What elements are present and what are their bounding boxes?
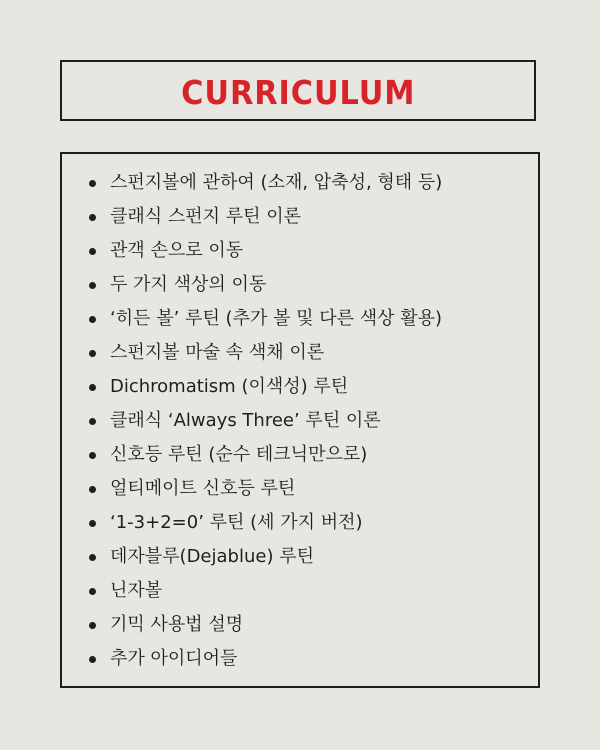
bullet-icon <box>89 350 96 357</box>
list-item <box>89 268 442 302</box>
list-item <box>89 336 442 370</box>
bullet-icon <box>89 520 96 527</box>
list-item <box>89 608 442 642</box>
bullet-icon <box>89 418 96 425</box>
bullet-icon <box>89 316 96 323</box>
bullet-icon <box>89 588 96 595</box>
list-item-text: 클래식 스펀지 루틴 이론 <box>110 206 302 227</box>
list-item-text: ‘히든 볼’ 루틴 (추가 볼 및 다른 색상 활용) <box>110 308 443 329</box>
curriculum-box <box>60 152 540 688</box>
list-item <box>89 506 442 540</box>
bullet-icon <box>89 214 96 221</box>
list-item-text: Dichromatism (이색성) 루틴 <box>110 376 349 397</box>
list-item-text: 신호등 루틴 (순수 테크닉만으로) <box>110 444 368 465</box>
list-item <box>89 404 442 438</box>
list-item <box>89 234 442 268</box>
list-item <box>89 642 442 676</box>
list-item <box>89 574 442 608</box>
list-item-text: 클래식 ‘Always Three’ 루틴 이론 <box>110 410 381 431</box>
list-item-text: 스펀지볼 마술 속 색채 이론 <box>110 342 325 363</box>
bullet-icon <box>89 656 96 663</box>
list-item-text: 데자블루(Dejablue) 루틴 <box>110 546 314 567</box>
list-item-text: 얼티메이트 신호등 루틴 <box>110 478 296 499</box>
title-box <box>60 60 536 121</box>
bullet-icon <box>89 452 96 459</box>
bullet-icon <box>89 554 96 561</box>
list-item <box>89 166 442 200</box>
bullet-icon <box>89 486 96 493</box>
bullet-icon <box>89 180 96 187</box>
list-item <box>89 438 442 472</box>
page-title: CURRICULUM <box>180 73 416 112</box>
list-item <box>89 200 442 234</box>
list-item-text: 닌자볼 <box>110 580 163 601</box>
bullet-icon <box>89 248 96 255</box>
bullet-icon <box>89 384 96 391</box>
list-item <box>89 540 442 574</box>
list-item-text: 두 가지 색상의 이동 <box>110 274 267 295</box>
curriculum-list <box>89 166 442 676</box>
list-item <box>89 472 442 506</box>
list-item <box>89 302 442 336</box>
list-item-text: 관객 손으로 이동 <box>110 240 244 261</box>
list-item-text: 스펀지볼에 관하여 (소재, 압축성, 형태 등) <box>110 172 443 193</box>
bullet-icon <box>89 622 96 629</box>
list-item-text: 기믹 사용법 설명 <box>110 614 244 635</box>
list-item-text: ‘1-3+2=0’ 루틴 (세 가지 버전) <box>110 512 363 533</box>
bullet-icon <box>89 282 96 289</box>
list-item <box>89 370 442 404</box>
list-item-text: 추가 아이디어들 <box>110 648 238 669</box>
